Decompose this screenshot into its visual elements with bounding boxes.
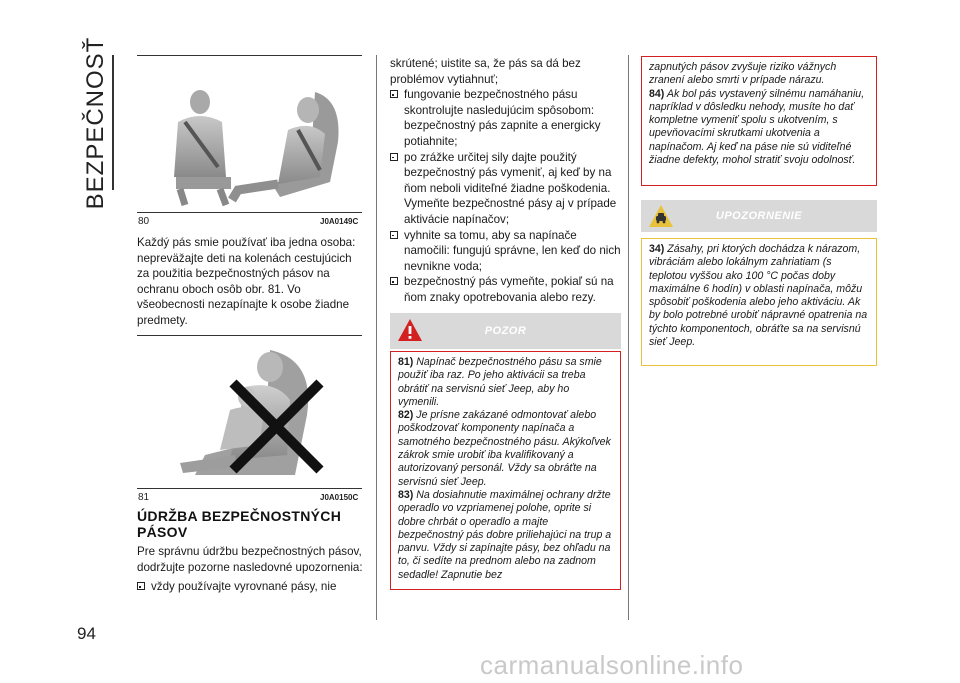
note-82-number: 82)	[398, 409, 414, 422]
section-title-rule	[112, 55, 114, 190]
col2-bullet-1-text: fungovanie bezpečnostného pásu skontrolujte nasledujúcim spôsobom: bezpečnostný pás zapnite a energicky potiahnite;	[404, 88, 601, 148]
figure-81-number: 81	[138, 492, 150, 503]
note-81	[398, 356, 613, 409]
col2-text	[390, 56, 622, 306]
figure-80-code: J0A0149C	[320, 217, 359, 226]
upozornenie-label: UPOZORNENIE	[715, 210, 803, 222]
section-title-text: BEZPEČNOSŤ	[82, 36, 109, 209]
figure-81-image	[175, 345, 350, 480]
figure-81-rule	[137, 488, 362, 489]
column-divider-2	[628, 55, 629, 620]
caution-car-icon	[648, 204, 674, 228]
note-83-number: 83)	[398, 488, 414, 501]
seated-occupants-illustration	[160, 72, 360, 207]
warning-triangle-icon	[397, 318, 423, 342]
note-84-text: Ak bol pás vystavený silnému namáhaniu, napríklad v dôsledku nehody, musíte ho dať kompletne vymeniť spolu s ukotvením, s upevňovacími skrutkami ukotvenia a napínačom. Aj keď na páse nie sú viditeľné žiadne defekty, mohol stratiť svoju odolnosť.	[649, 87, 865, 167]
col3-cont: zapnutých pásov zvyšuje riziko vážnych zranení alebo smrti v prípade nárazu.	[649, 61, 837, 87]
upozornenie-notes	[649, 243, 869, 349]
col2-cont: skrútené; uistite sa, že pás sa dá bez problémov vytiahnuť;	[390, 57, 581, 86]
bullet-icon	[137, 582, 145, 590]
upozornenie-header	[641, 200, 877, 232]
watermark: carmanualsonline.info	[480, 650, 744, 680]
pozor-continued-box	[641, 56, 877, 186]
col1-para1-text: Každý pás smie používať iba jedna osoba: nepreväžajte deti na kolenách cestujúcich za použitia bezpečnostných pásov na ochranu oboch osôb obr. 81. Vo všeobecnosti nezapínajte k osobe žiadne predmety.	[137, 236, 356, 327]
bullet-icon	[390, 277, 398, 285]
note-84	[649, 88, 869, 168]
figure-81-code: J0A0150C	[320, 493, 359, 502]
col3-notes	[649, 61, 869, 167]
note-34-text: Zásahy, pri ktorých dochádza k nárazom, vibráciám alebo lokálnym zahriatiam (s teplotou vyššou ako 100 °C počas doby maximálne 6 hodín) v oblasti napínača, môžu spôsobiť poškodenia alebo jeho aktiváciu. Ak by bolo potrebné urobiť nápravné opatrenia na týchto komponentoch, obráťte sa na servisnú sieť Jeep.	[649, 243, 868, 349]
note-83-text: Na dosiahnutie maximálnej ochrany držte operadlo vo vzpriamenej polohe, oprite si dobre chrbát o operadlo a majte bezpečnostný pás dobre priliehajúci na trup a panvu. Vždy si zapínajte pásy, bez ohľadu na to, či sedíte na prednom alebo na zadnom sedadle! Zapnutie bez	[398, 488, 612, 581]
upozornenie-box	[641, 238, 877, 366]
col1-para2-text: Pre správnu údržbu bezpečnostných pásov, dodržujte pozorne nasledovné upozornenia:	[137, 545, 363, 574]
bullet-icon	[390, 231, 398, 239]
note-82	[398, 409, 613, 489]
bullet-icon	[390, 153, 398, 161]
col1-para1	[137, 235, 365, 329]
col2-bullet-4-text: bezpečnostný pás vymeňte, pokiaľ sú na ňom znaky opotrebovania alebo rezy.	[404, 275, 614, 304]
pozor-header	[390, 313, 621, 349]
col2-bullet-4	[390, 274, 622, 305]
note-83	[398, 489, 613, 582]
col2-bullet-2-text: po zrážke určitej sily dajte použitý bezpečnostný pás vymeniť, aj keď by na ňom neboli viditeľné žiadne poškodenia. Vymeňte bezpečnostné pásy aj v prípade aktivácie napínačov;	[404, 150, 617, 226]
note-81-number: 81)	[398, 356, 414, 368]
column-divider-1	[376, 55, 377, 620]
child-on-lap-illustration	[175, 345, 350, 480]
section-title	[76, 36, 116, 209]
note-34-number: 34)	[649, 243, 665, 255]
figure-80-number: 80	[138, 216, 150, 227]
col1-bullet-1-text: vždy používajte vyrovnané pásy, nie	[151, 580, 337, 594]
figure-81-top-rule	[137, 335, 362, 336]
figure-80-rule	[137, 212, 362, 213]
maintenance-heading: ÚDRŽBA BEZPEČNOSTNÝCH PÁSOV	[137, 508, 342, 540]
col2-bullet-3-text: vyhnite sa tomu, aby sa napínače namočili: fungujú správne, len keď do nich nevnikne voda;	[404, 228, 621, 273]
pozor-label: POZOR	[484, 325, 527, 337]
col2-bullet-3	[390, 228, 622, 275]
pozor-box	[390, 351, 621, 590]
note-84-number: 84)	[649, 87, 665, 100]
top-rule	[137, 55, 362, 56]
bullet-icon	[390, 90, 398, 98]
note-34	[649, 243, 869, 349]
col1-para2	[137, 544, 365, 595]
page-number: 94	[77, 624, 96, 643]
col1-bullet-1	[137, 579, 365, 595]
col2-bullet-1	[390, 87, 622, 149]
pozor-notes	[398, 356, 613, 582]
figure-80-image	[160, 72, 360, 207]
note-82-text: Je prísne zakázané odmontovať alebo poškodzovať komponenty napínača a samotného bezpečnostného pásu. Akýkoľvek zákrok smie urobiť iba kvalifikovaný a autorizovaný personál. Vždy sa obráťte na servisnú sieť Jeep.	[398, 409, 611, 488]
note-81-text: Napínač bezpečnostného pásu sa smie použiť iba raz. Po jeho aktivácii sa treba obrátiť na servisnú sieť Jeep, aby ho vymenili.	[398, 356, 602, 408]
col2-bullet-2	[390, 150, 622, 228]
